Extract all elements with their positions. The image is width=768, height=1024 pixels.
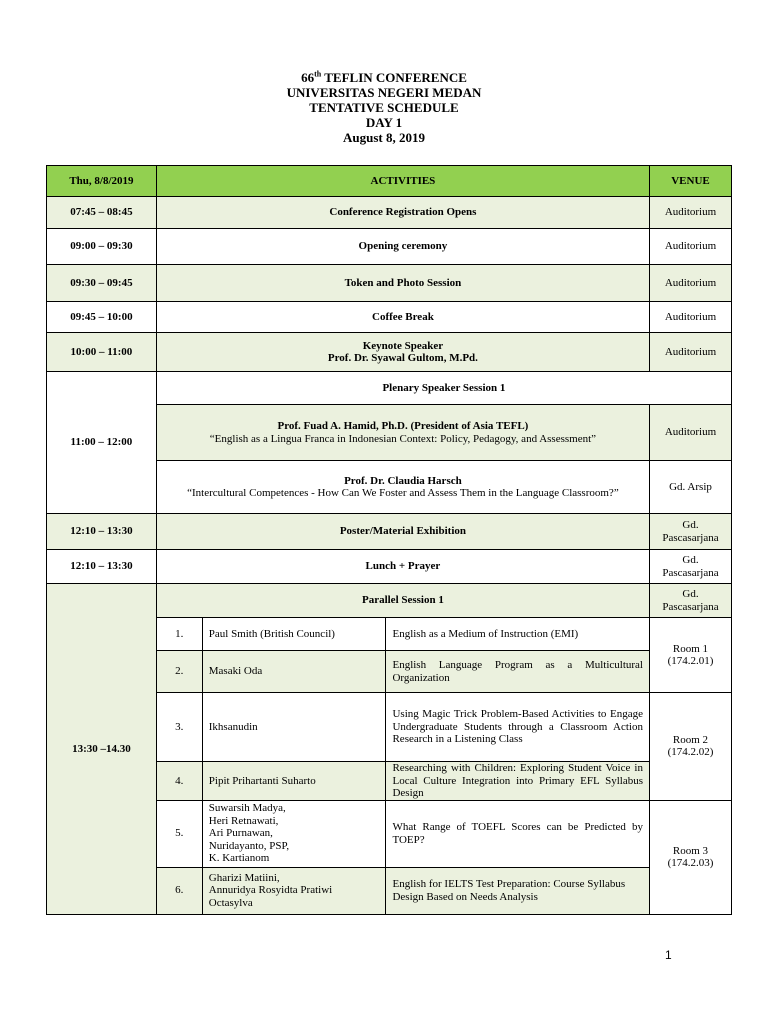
title-line-4: DAY 1	[365, 115, 403, 130]
presenter-name: Octasylva	[208, 896, 253, 909]
paper-title: Using Magic Trick Problem-Based Activities to Engage Undergraduate Students through a Classroom Action Research in a Listening Class	[386, 693, 650, 762]
paper-title: English Language Program as a Multicultural Organization	[386, 651, 650, 693]
table-row	[47, 229, 732, 265]
activity-cell: Opening ceremony	[156, 229, 649, 265]
presenter-name: Masaki Oda	[208, 665, 263, 678]
title-line-3: TENTATIVE SCHEDULE	[309, 100, 459, 115]
table-row	[47, 265, 732, 302]
conference-number: 66	[301, 70, 315, 85]
presenter-cell	[202, 762, 386, 801]
time-cell: 13:30 –14.30	[47, 584, 157, 915]
item-number: 1.	[156, 618, 202, 651]
presenter-cell	[202, 618, 386, 651]
plenary-heading: Plenary Speaker Session 1	[156, 372, 731, 405]
activity-cell: Coffee Break	[156, 302, 649, 333]
venue-cell: Auditorium	[649, 229, 731, 265]
room-cell	[649, 800, 731, 914]
speaker-name: Prof. Dr. Claudia Harsch	[344, 474, 462, 487]
presenter-cell	[202, 693, 386, 762]
venue-cell: Gd. Pascasarjana	[649, 514, 731, 550]
title-line-2: UNIVERSITAS NEGERI MEDAN	[286, 85, 482, 100]
presenter-name: Nuridayanto, PSP,	[208, 839, 290, 852]
activity-cell: Conference Registration Opens	[156, 197, 649, 229]
room-code: (174.2.02)	[667, 746, 714, 759]
presenter-name: Suwarsih Madya,	[208, 802, 286, 815]
table-row	[47, 514, 732, 550]
presenter-name: Heri Retnawati,	[208, 814, 279, 827]
activity-cell: Token and Photo Session	[156, 265, 649, 302]
room-cell	[649, 693, 731, 801]
activity-cell: Lunch + Prayer	[156, 550, 649, 584]
time-cell: 12:10 – 13:30	[47, 550, 157, 584]
time-cell: 10:00 – 11:00	[47, 333, 157, 372]
time-cell: 11:00 – 12:00	[47, 372, 157, 514]
talk-title: “Intercultural Competences - How Can We Foster and Assess Them in the Language Classroom?”	[187, 487, 619, 499]
page-number: 1	[665, 948, 672, 962]
venue-cell: Auditorium	[649, 265, 731, 302]
venue-cell: Auditorium	[649, 405, 731, 461]
presenter-name: Pipit Prihartanti Suharto	[208, 774, 316, 787]
table-row	[47, 550, 732, 584]
talk-title: “English as a Lingua Franca in Indonesian Context: Policy, Pedagogy, and Assessment”	[209, 432, 597, 445]
venue-cell: Auditorium	[649, 302, 731, 333]
schedule-table	[46, 165, 732, 915]
venue-cell: Gd. Pascasarjana	[649, 550, 731, 584]
room-code: (174.2.01)	[667, 655, 714, 667]
paper-title: English for IELTS Test Preparation: Course Syllabus Design Based on Needs Analysis	[386, 867, 650, 914]
table-header-row	[47, 166, 732, 197]
presenter-name: Ikhsanudin	[208, 720, 258, 733]
time-cell: 09:45 – 10:00	[47, 302, 157, 333]
table-row	[47, 333, 732, 372]
venue-cell: Gd. Arsip	[649, 461, 731, 514]
item-number: 2.	[156, 651, 202, 693]
paper-title: Researching with Children: Exploring Student Voice in Local Culture Integration into Primary EFL Syllabus Design	[386, 762, 650, 801]
header-date: Thu, 8/8/2019	[47, 166, 157, 197]
time-cell: 09:30 – 09:45	[47, 265, 157, 302]
table-row	[47, 302, 732, 333]
item-number: 6.	[156, 867, 202, 914]
room-cell	[649, 618, 731, 693]
conference-name: TEFLIN CONFERENCE	[321, 70, 467, 85]
parallel-heading-row	[47, 584, 732, 618]
room-code: (174.2.03)	[667, 857, 714, 869]
room-name: Room 2	[672, 733, 709, 746]
paper-title: What Range of TOEFL Scores can be Predicted by TOEP?	[386, 800, 650, 867]
parallel-heading: Parallel Session 1	[156, 584, 649, 618]
time-cell: 12:10 – 13:30	[47, 514, 157, 550]
plenary-speaker-cell	[156, 461, 649, 514]
ordinal-suffix: th	[314, 69, 322, 79]
presenter-name: Annuridya Rosyidta Pratiwi	[208, 884, 333, 897]
plenary-heading-row	[47, 372, 732, 405]
presenter-cell	[202, 651, 386, 693]
table-row	[47, 197, 732, 229]
title-line-5: August 8, 2019	[343, 130, 425, 145]
time-cell: 09:00 – 09:30	[47, 229, 157, 265]
plenary-speaker-cell	[156, 405, 649, 461]
keynote-label: Keynote Speaker	[362, 339, 444, 352]
activity-cell: Poster/Material Exhibition	[156, 514, 649, 550]
header-venue: VENUE	[649, 166, 731, 197]
room-name: Room 3	[672, 844, 709, 857]
paper-title: English as a Medium of Instruction (EMI)	[386, 618, 650, 651]
header-activities: ACTIVITIES	[156, 166, 649, 197]
presenter-name: K. Kartianom	[208, 852, 270, 865]
speaker-name: Prof. Fuad A. Hamid, Ph.D. (President of Asia TEFL)	[277, 420, 529, 432]
item-number: 3.	[156, 693, 202, 762]
item-number: 4.	[156, 762, 202, 801]
venue-cell: Auditorium	[649, 197, 731, 229]
venue-cell: Gd. Pascasarjana	[649, 584, 731, 618]
venue-cell: Auditorium	[649, 333, 731, 372]
item-number: 5.	[156, 800, 202, 867]
keynote-speaker: Prof. Dr. Syawal Gultom, M.Pd.	[327, 352, 478, 364]
presenter-cell	[202, 800, 386, 867]
room-name: Room 1	[672, 642, 709, 655]
title-line-1	[0, 70, 768, 85]
presenter-name: Gharizi Matiini,	[208, 871, 280, 884]
presenter-name: Ari Purnawan,	[208, 827, 273, 840]
time-cell: 07:45 – 08:45	[47, 197, 157, 229]
presenter-cell	[202, 867, 386, 914]
document-title	[0, 70, 768, 145]
activity-cell	[156, 333, 649, 372]
presenter-name: Paul Smith (British Council)	[208, 627, 335, 640]
